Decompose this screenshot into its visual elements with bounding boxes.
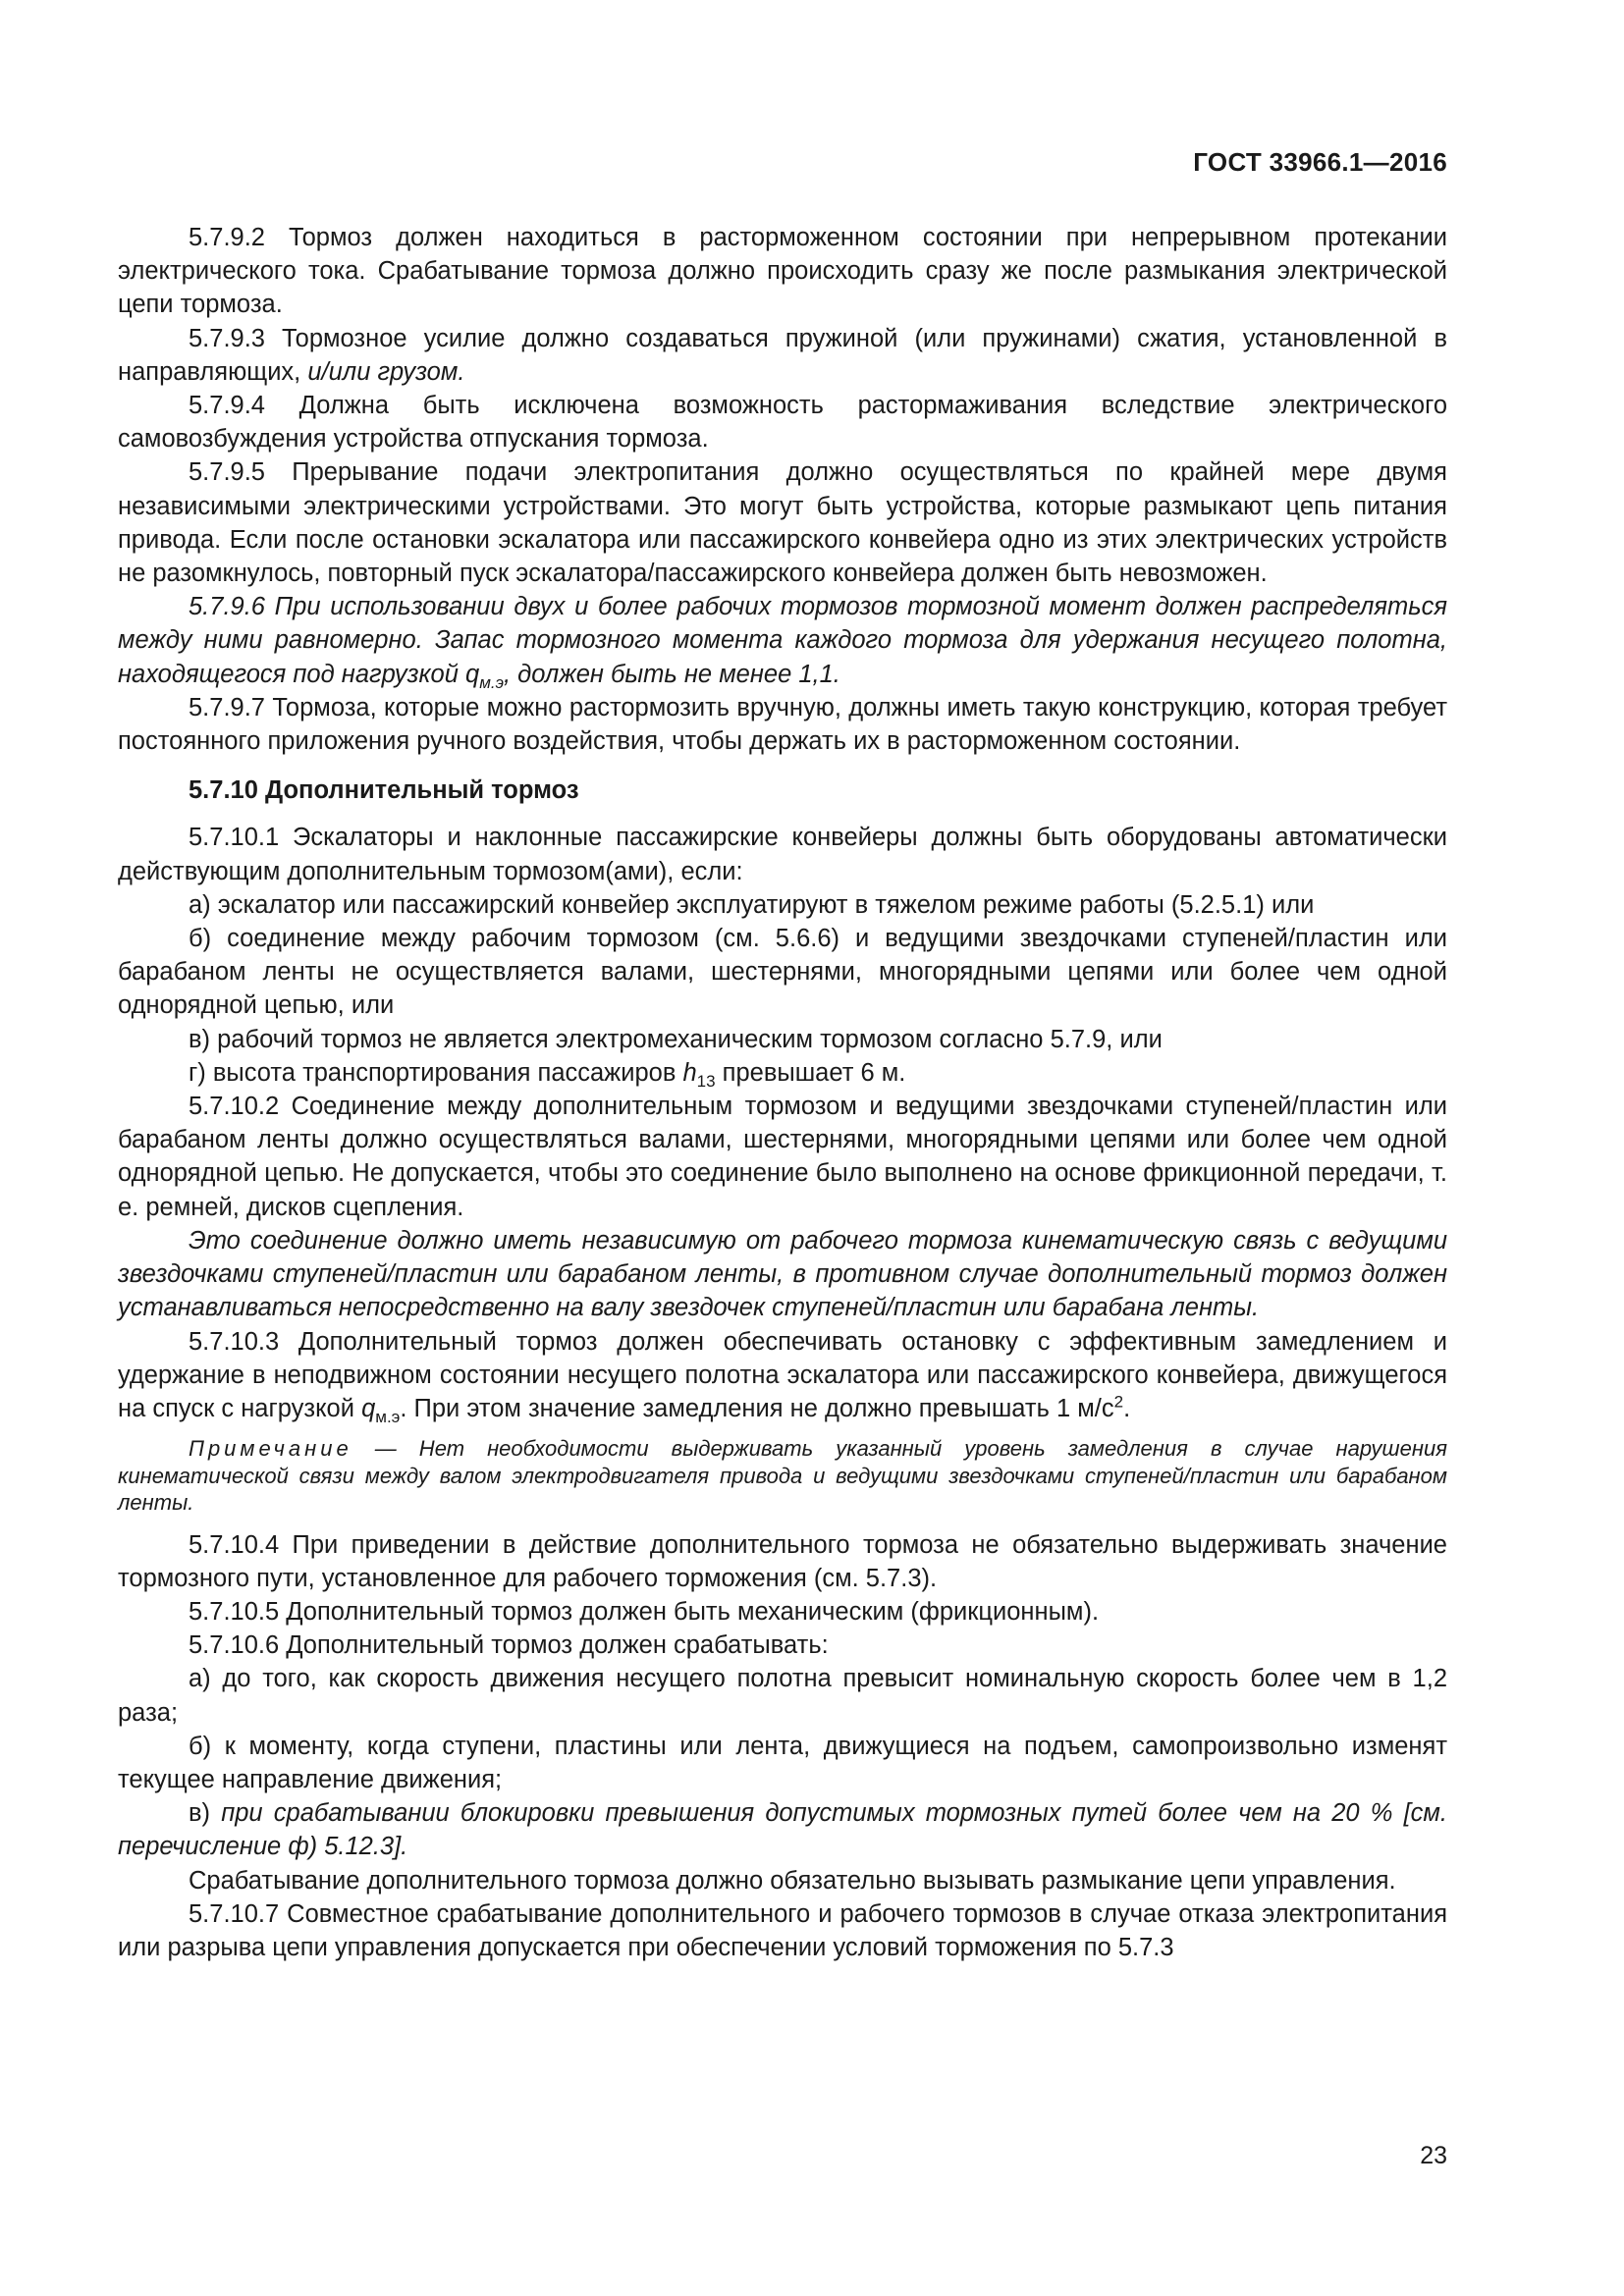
paragraph-5-7-10-5: 5.7.10.5 Дополнительный тормоз должен быть механическим (фрикционным). — [189, 1598, 1100, 1627]
paragraph-italic-connection: Это соединение должно иметь независимую от рабочего тормоза кинематическую связь с ведущими звездочками ступеней/пластин или барабаном ленты, в противном случае дополнительный тормоз должен устанавливаться непосредственно на валу звездочек ступеней/пластин или барабана ленты. — [118, 1226, 1447, 1322]
paragraph-5-7-10-4: 5.7.10.4 При приведении в действие дополнительного тормоза не обязательно выдерживать значение тормозного пути, установленное для рабочего торможения (см. 5.7.3). — [118, 1530, 1447, 1592]
paragraph-italic-text: при срабатывании блокировки превышения допустимых тормозных путей более чем на 20 % [см. перечисление ф) 5.12.3]. — [118, 1799, 1447, 1861]
paragraph-text: 5.7.9.3 Тормозное усилие должно создаваться пружиной (или пружинами) сжатия, установленной в направляющих, — [118, 324, 1447, 386]
superscript: 2 — [1113, 1392, 1124, 1412]
paragraph-text: превышает 6 м. — [715, 1058, 906, 1087]
paragraph-text: . — [1123, 1394, 1131, 1422]
paragraph-5-7-9-7: 5.7.9.7 Тормоза, которые можно растормозить вручную, должны иметь такую конструкцию, которая требует постоянного приложения ручного воздействия, чтобы держать их в расторможенном состоянии. — [118, 693, 1447, 756]
paragraph-text: 5.7.10.3 Дополнительный тормоз должен обеспечивать остановку с эффективным замедлением и удержание в неподвижном состоянии несущего полотна эскалатора или пассажирского конвейера, движущегося на спуск с нагрузкой — [118, 1327, 1447, 1422]
paragraph-text: , должен быть не менее 1,1. — [503, 660, 840, 688]
document-header: ГОСТ 33966.1—2016 — [1193, 147, 1447, 177]
list-item-g — [118, 1056, 1447, 1090]
paragraph-5-7-9-2: 5.7.9.2 Тормоз должен находиться в расторможенном состоянии при непрерывном протекании электрического тока. Срабатывание тормоза должно происходить сразу же после размыкания электрической цепи тормоза. — [118, 224, 1447, 319]
page-number: 23 — [1420, 2142, 1447, 2169]
document-body — [118, 221, 1447, 1964]
list-item-v: в) рабочий тормоз не является электромеханическим тормозом согласно 5.7.9, или — [189, 1025, 1163, 1053]
paragraph-text: 5.7.9.6 При использовании двух и более рабочих тормозов тормозной момент должен распределяться между ними равномерно. Запас тормозного момента каждого тормоза для удержания несущего полотна, находящегося под нагрузкой q — [118, 593, 1447, 688]
paragraph-5-7-9-4: 5.7.9.4 Должна быть исключена возможность растормаживания вследствие электрического самовозбуждения устройства отпускания тормоза. — [118, 392, 1447, 454]
paragraph-5-7-9-5: 5.7.9.5 Прерывание подачи электропитания должно осуществляться по крайней мере двумя независимыми электрическими устройствами. Это могут быть устройства, которые размыкают цепь питания привода. Если после остановки эскалатора или пассажирского конвейера одно из этих электрических устройств не разомкнулось, повторный пуск эскалатора/пассажирского конвейера должен быть невозможен. — [118, 458, 1447, 588]
note — [118, 1435, 1447, 1517]
list-item-v2 — [118, 1796, 1447, 1863]
subscript: м.э — [375, 1408, 401, 1426]
paragraph-5-7-10-3 — [118, 1325, 1447, 1426]
list-item-a2: а) до того, как скорость движения несущего полотна превысит номинальную скорость более чем в 1,2 раза; — [118, 1665, 1447, 1727]
list-item-b2: б) к моменту, когда ступени, пластины или лента, движущиеся на подъем, самопроизвольно изменят текущее направление движения; — [118, 1732, 1447, 1794]
paragraph-5-7-10-6: 5.7.10.6 Дополнительный тормоз должен срабатывать: — [189, 1631, 829, 1660]
paragraph-italic-text: и/или грузом. — [307, 357, 465, 386]
paragraph-5-7-10-7: 5.7.10.7 Совместное срабатывание дополнительного и рабочего тормозов в случае отказа электропитания или разрыва цепи управления допускается при обеспечении условий торможения по 5.7.3 — [118, 1899, 1447, 1962]
section-heading-5-7-10: 5.7.10 Дополнительный тормоз — [189, 776, 579, 805]
paragraph-control-circuit: Срабатывание дополнительного тормоза должно обязательно вызывать размыкание цепи управления. — [189, 1866, 1396, 1895]
paragraph-text: г) высота транспортирования пассажиров — [189, 1058, 683, 1087]
list-item-b: б) соединение между рабочим тормозом (см. 5.6.6) и ведущими звездочками ступеней/пластин или барабаном ленты не осуществляется валами, шестернями, многорядными цепями или более чем одной однорядной цепью, или — [118, 925, 1447, 1020]
paragraph-text: в) — [189, 1799, 222, 1828]
paragraph-5-7-9-3 — [118, 322, 1447, 389]
paragraph-text: . При этом значение замедления не должно превышать 1 м/с — [400, 1394, 1114, 1422]
subscript: 13 — [696, 1071, 716, 1091]
variable-q: q — [361, 1394, 376, 1422]
paragraph-5-7-10-1: 5.7.10.1 Эскалаторы и наклонные пассажирские конвейеры должны быть оборудованы автоматически действующим дополнительным тормозом(ами), если: — [118, 824, 1447, 885]
paragraph-5-7-10-2: 5.7.10.2 Соединение между дополнительным тормозом и ведущими звездочками ступеней/пластин или барабаном ленты должно осуществляться валами, шестернями, многорядными цепями или более чем одной однорядной цепью. Не допускается, чтобы это соединение было выполнено на основе фрикционной передачи, т. е. ремней, дисков сцепления. — [118, 1093, 1447, 1221]
paragraph-5-7-9-6 — [118, 590, 1447, 691]
note-text: — Нет необходимости выдерживать указанный уровень замедления в случае нарушения кинематической связи между валом электродвигателя привода и ведущими звездочками ступеней/пластин или барабаном ленты. — [118, 1436, 1447, 1516]
subscript: м.э — [479, 672, 504, 692]
variable-h: h — [682, 1058, 697, 1087]
list-item-a: а) эскалатор или пассажирский конвейер эксплуатируют в тяжелом режиме работы (5.2.5.1) или — [189, 890, 1315, 919]
note-label: Примечание — [189, 1436, 352, 1462]
